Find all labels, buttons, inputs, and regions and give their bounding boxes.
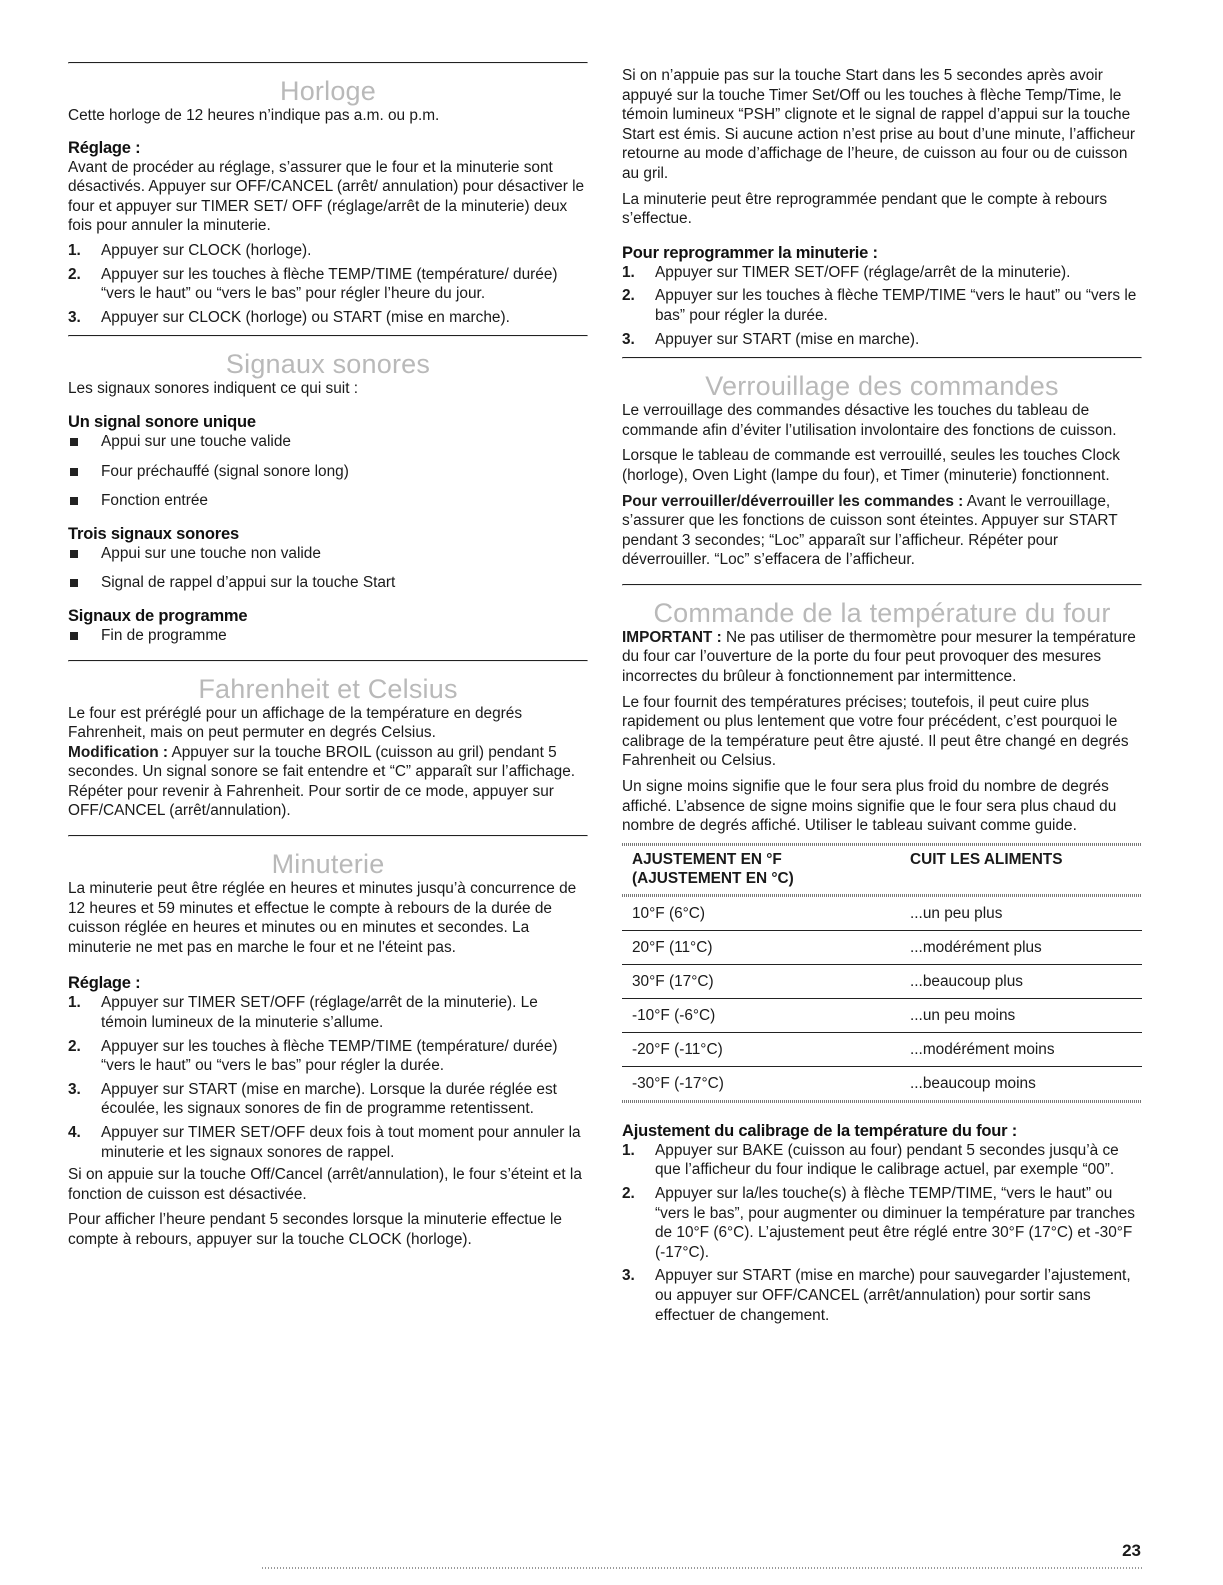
table-cell: -10°F (-6°C): [622, 998, 910, 1032]
adjustment-table: [622, 843, 1142, 1103]
section-divider: [68, 660, 588, 662]
step-item: [68, 993, 588, 1032]
step-item: [68, 265, 588, 304]
table-body: [622, 897, 1142, 1100]
step-item: [622, 286, 1142, 325]
paragraph: La minuterie peut être réglée en heures et minutes jusqu’à concurrence de 12 heures et 59 minutes et effectue le compte à rebours de la durée de cuisson réglée en heures et minutes ou en minutes et secondes. La minuterie ne met pas en marche le four et ne l'éteint pas.: [68, 880, 577, 956]
table-cell: ...un peu moins: [910, 998, 1142, 1032]
step-item: [68, 1037, 588, 1076]
list-item: Fin de programme: [68, 626, 588, 646]
paragraph: Les signaux sonores indiquent ce qui suit :: [68, 380, 359, 398]
section-minuterie-suite: [622, 66, 1142, 349]
step-number: 1.: [622, 263, 635, 281]
section-title: Minuterie: [271, 849, 385, 880]
column-header-adjustment: AJUSTEMENT EN °F (AJUSTEMENT EN °C): [632, 850, 794, 887]
table-row: [622, 897, 1142, 931]
numbered-steps: [68, 241, 588, 327]
step-text: Appuyer sur les touches à flèche TEMP/TIME (température/ durée) “vers le haut” ou “vers le bas” pour régler l’heure du jour.: [101, 265, 558, 303]
step-number: 2.: [68, 265, 81, 283]
table-row: [622, 1066, 1142, 1100]
bullet-icon: [70, 438, 78, 446]
bullet-list: [68, 544, 588, 593]
step-item: [622, 263, 1142, 283]
inline-label: IMPORTANT :: [622, 628, 722, 646]
bullet-list: [68, 626, 588, 646]
step-number: 2.: [68, 1037, 81, 1055]
table-row: [622, 1032, 1142, 1066]
table-row: [622, 964, 1142, 998]
paragraph: Lorsque le tableau de commande est verrouillé, seules les touches Clock (horloge), Oven Light (lampe du four), et Timer (minuterie) fonctionnent.: [622, 447, 1120, 484]
step-number: 3.: [622, 1267, 635, 1285]
paragraph: IMPORTANT : Ne pas utiliser de thermomètre pour mesurer la température du four car l’ouverture de la porte du four peut provoquer des mesures incorrectes du brûleur à fonctionnement par intermittence.: [622, 628, 1136, 686]
step-text: Appuyer sur CLOCK (horloge) ou START (mise en marche).: [101, 308, 510, 326]
paragraph: Avant de procéder au réglage, s’assurer que le four et la minuterie sont désactivés. Appuyer sur OFF/CANCEL (arrêt/ annulation) pour désactiver le four et appuyer sur TIMER SET/ OFF (réglage/arrêt de la minuterie) deux fois pour annuler la minuterie.: [68, 158, 585, 235]
table-row: [622, 998, 1142, 1032]
step-text: Appuyer sur TIMER SET/OFF (réglage/arrêt de la minuterie).: [655, 263, 1071, 281]
subheading: Trois signaux sonores: [68, 524, 239, 543]
table-cell: ...modérément plus: [910, 930, 1142, 964]
inline-label: Pour verrouiller/déverrouiller les commandes :: [622, 492, 964, 510]
subheading: Réglage :: [68, 974, 141, 993]
right-column: [622, 66, 1142, 1325]
step-number: 1.: [622, 1141, 635, 1159]
table-cell: ...beaucoup moins: [910, 1074, 1036, 1092]
list-item: Four préchauffé (signal sonore long): [68, 462, 588, 482]
table-bottom-border: [622, 1100, 1142, 1103]
paragraph: Le four est préréglé pour un affichage de la température en degrés Fahrenheit, mais on peut permuter en degrés Celsius.: [68, 704, 523, 742]
paragraph: Un signe moins signifie que le four sera plus froid du nombre de degrés affiché. L’absence de signe moins signifie que le four sera plus chaud du nombre de degrés affiché. Utiliser le tableau suivant comme guide.: [622, 778, 1117, 835]
step-number: 3.: [68, 1080, 81, 1098]
step-text: Appuyer sur la/les touche(s) à flèche TEMP/TIME, “vers le haut” ou “vers le bas”, pour augmenter ou diminuer la température par tranches de 10°F (6°C). L’ajustement peut être réglé entre 30°F (17°C) et -30°F (-17°C).: [655, 1185, 1135, 1261]
section-divider: [68, 62, 588, 64]
paragraph: Pour verrouiller/déverrouiller les commandes : Avant le verrouillage, s’assurer que les fonctions de cuisson sont éteintes. Appuyer sur START pendant 3 secondes; “Loc” apparaît sur l’afficheur. Répéter pour déverrouiller. “Loc” s’effacera de l’afficheur.: [622, 492, 1118, 569]
section-title: Fahrenheit et Celsius: [198, 673, 458, 704]
table-cell: ...beaucoup plus: [910, 964, 1142, 998]
bullet-icon: [70, 550, 78, 558]
bullet-icon: [70, 497, 78, 505]
numbered-steps: [622, 1141, 1142, 1325]
step-text: Appuyer sur CLOCK (horloge).: [101, 241, 312, 259]
section-verrouillage: [622, 357, 1142, 570]
bullet-icon: [70, 579, 78, 587]
paragraph: Cette horloge de 12 heures n’indique pas a.m. ou p.m.: [68, 107, 440, 124]
table-cell: ...modérément moins: [910, 1032, 1142, 1066]
left-column: [68, 62, 588, 1250]
subheading: Un signal sonore unique: [68, 412, 256, 431]
table-cell: 30°F (17°C): [622, 964, 910, 998]
section-signaux-sonores: [68, 335, 588, 645]
list-item: Signal de rappel d’appui sur la touche Start: [68, 573, 588, 593]
section-divider: [68, 835, 588, 837]
step-item: [68, 1123, 588, 1162]
table-cell: 20°F (11°C): [622, 930, 910, 964]
subheading: Signaux de programme: [68, 606, 248, 625]
step-text: Appuyer sur TIMER SET/OFF (réglage/arrêt de la minuterie). Le témoin lumineux de la minuterie s’allume.: [101, 994, 538, 1032]
numbered-steps: [622, 263, 1142, 349]
step-item: [622, 1184, 1142, 1262]
section-title: Horloge: [280, 76, 376, 106]
section-fahrenheit-celsius: [68, 660, 588, 822]
section-title: Verrouillage des commandes: [705, 371, 1059, 402]
step-number: 1.: [68, 241, 81, 259]
section-divider: [622, 357, 1142, 359]
paragraph: Pour afficher l’heure pendant 5 secondes lorsque la minuterie effectue le compte à rebours, appuyer sur la touche CLOCK (horloge).: [68, 1211, 562, 1248]
table-cell: -20°F (-11°C): [622, 1032, 910, 1066]
list-item: Appui sur une touche non valide: [68, 544, 588, 564]
step-number: 3.: [622, 330, 635, 348]
list-item: Fonction entrée: [68, 491, 588, 511]
step-item: [68, 1080, 588, 1119]
step-text: Appuyer sur les touches à flèche TEMP/TIME “vers le haut” ou “vers le bas” pour régler la durée.: [655, 287, 1137, 324]
paragraph: Modification : Appuyer sur la touche BROIL (cuisson au gril) pendant 5 secondes. Un signal sonore se fait entendre et “C” apparaît sur l’affichage. Répéter pour revenir à Fahrenheit. Pour sortir de ce mode, appuyer sur OFF/CANCEL (arrêt/annulation).: [68, 743, 576, 820]
table-header-row: [622, 846, 1142, 894]
step-text: Appuyer sur START (mise en marche).: [655, 330, 920, 348]
step-number: 2.: [622, 1185, 635, 1202]
subheading: Pour reprogrammer la minuterie :: [622, 243, 878, 262]
section-title: Signaux sonores: [225, 349, 431, 380]
step-item: [68, 308, 588, 328]
step-item: [622, 1266, 1142, 1325]
step-item: [622, 330, 1142, 350]
paragraph: Le four fournit des températures précises; toutefois, il peut cuire plus rapidement ou plus lentement que votre four précédent, c’est pourquoi le calibrage de la température peut être ajusté. Il peut être changé en degrés Fahrenheit ou Celsius.: [622, 693, 1129, 770]
section-commande-temperature: [622, 584, 1142, 1325]
section-minuterie: [68, 835, 588, 1250]
list-item: Appui sur une touche valide: [68, 432, 588, 452]
column-header-effect: CUIT LES ALIMENTS: [910, 850, 1063, 868]
section-title: Commande de la température du four: [653, 597, 1111, 628]
paragraph: Si on appuie sur la touche Off/Cancel (arrêt/annulation), le four s’éteint et la fonction de cuisson est désactivée.: [68, 1166, 582, 1203]
subheading: Réglage :: [68, 138, 141, 157]
section-divider: [68, 335, 588, 337]
step-number: 1.: [68, 994, 81, 1012]
step-text: Appuyer sur les touches à flèche TEMP/TIME (température/ durée) “vers le haut” ou “vers le bas” pour régler la durée.: [101, 1037, 558, 1075]
table-row: [622, 930, 1142, 964]
section-divider: [622, 584, 1142, 586]
step-text: Appuyer sur START (mise en marche) pour sauvegarder l’ajustement, ou appuyer sur OFF/CANCEL (arrêt/annulation) pour sortir sans effectuer de changement.: [655, 1267, 1131, 1324]
bullet-icon: [70, 632, 78, 640]
inline-label: Modification :: [68, 743, 169, 761]
footer-line: [262, 1567, 1142, 1569]
table-cell: 10°F (6°C): [622, 897, 910, 931]
section-horloge: [68, 62, 588, 327]
bullet-icon: [70, 468, 78, 476]
step-item: [68, 241, 588, 261]
step-item: [622, 1141, 1142, 1180]
paragraph: Si on n’appuie pas sur la touche Start dans les 5 secondes après avoir appuyé sur la touche Timer Set/Off ou les touches à flèche Temp/Time, le témoin lumineux “PSH” clignote et le signal de rappel d’appui sur la touche Start est émis. Si aucune action n’est prise au bout d’une minute, l’afficheur retourne au mode d’affichage de l’heure, de cuisson au four ou de cuisson au gril.: [622, 67, 1136, 182]
bullet-list: [68, 432, 588, 511]
numbered-steps: [68, 993, 588, 1162]
paragraph: La minuterie peut être reprogrammée pendant que le compte à rebours s’effectue.: [622, 190, 1108, 228]
paragraph: Le verrouillage des commandes désactive les touches du tableau de commande afin d’éviter l’utilisation involontaire des fonctions de cuisson.: [622, 402, 1117, 439]
step-number: 2.: [622, 287, 635, 305]
table-cell: -30°F (-17°C): [632, 1074, 724, 1092]
table-cell: ...un peu plus: [910, 897, 1142, 931]
subheading: Ajustement du calibrage de la température du four :: [622, 1121, 1018, 1140]
page-number: 23: [1122, 1541, 1141, 1560]
step-text: Appuyer sur START (mise en marche). Lorsque la durée réglée est écoulée, les signaux sonores de fin de programme retentissent.: [101, 1080, 557, 1118]
step-text: Appuyer sur BAKE (cuisson au four) pendant 5 secondes jusqu’à ce que l’afficheur du four indique le calibrage actuel, par exemple “00”.: [655, 1141, 1119, 1179]
step-text: Appuyer sur TIMER SET/OFF deux fois à tout moment pour annuler la minuterie et les signaux sonores de rappel.: [101, 1124, 581, 1161]
table-header: [622, 846, 1142, 894]
step-number: 4.: [68, 1124, 81, 1141]
step-number: 3.: [68, 308, 81, 326]
